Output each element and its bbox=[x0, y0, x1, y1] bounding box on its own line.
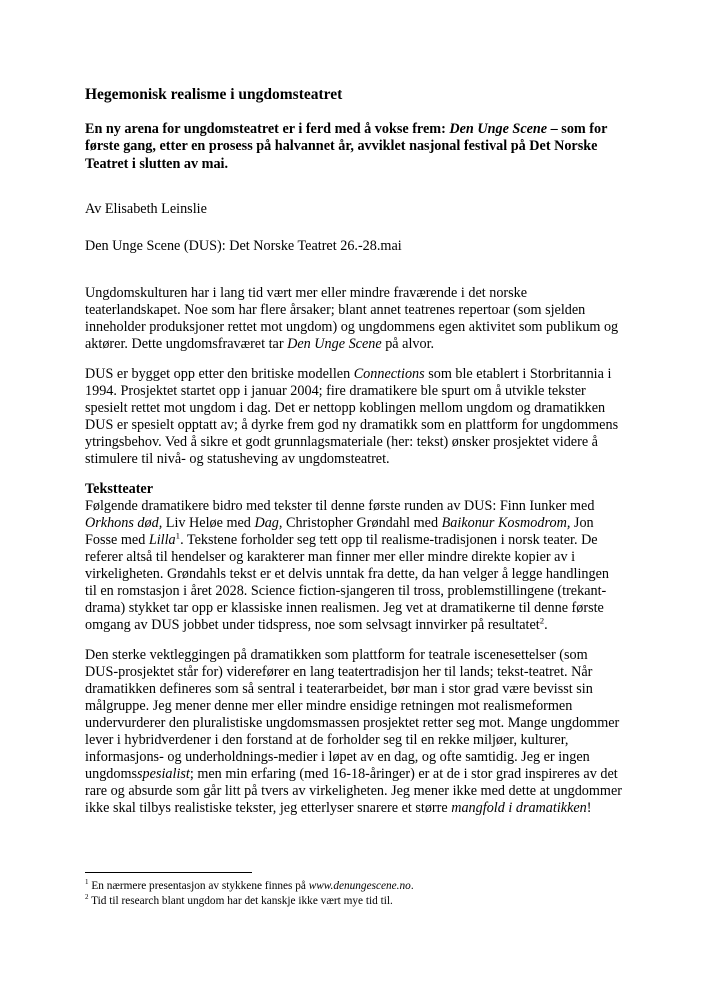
footnote-2: $^2$ Tid til research blant ungdom har det kanskje ikke vært mye tid til. bbox=[85, 892, 393, 907]
article-title: Hegemonisk realisme i ungdomsteatret bbox=[85, 86, 343, 103]
paragraph-intro: Ungdomskulturen har i lang tid vært mer eller mindre fraværende i det norske teaterlandskapet. Noe som har flere årsaker; blant annet teatrenes repertoar (som sjelden inneholder produksjoner rettet mot ungdom) og ungdommens egen aktivitet som publikum og aktører. Dette ungdomsfraværet tar Den Unge Scene på alvor. bbox=[85, 284, 619, 352]
section-heading-tekstteater: Tekstteater bbox=[85, 480, 154, 497]
article-content bbox=[85, 86, 623, 830]
article-byline: Av Elisabeth Leinslie bbox=[85, 200, 207, 217]
paragraph-playwrights: Følgende dramatikere bidro med tekster til denne første runden av DUS: Finn Iunker med Orkhons død, Liv Heløe med Dag, Christopher Grøndahl med Baikonur Kosmodrom, Jon Fosse med Lilla$^1$. Tekstene forholder seg tett opp til realisme-tradisjonen i norsk teater. De referer altså til hendelser og karakterer man finner mer eller mindre direkte kopier av i virkeligheten. Grøndahls tekst er et delvis unntak fra dette, da han velger å legge handlingen til en romstasjon i året 2028. Science fiction-sjangeren til tross, problemstillingene (trekant-drama) stykket tar opp er klassiske innen realismen. Jeg vet at dramatikerne til denne første omgang av DUS jobbet under tidspress, noe som selvsagt innvirker på resultatet$^2$. bbox=[85, 497, 609, 633]
paragraph-text-theatre-critique: Den sterke vektleggingen på dramatikken som plattform for teatrale iscenesettelser (som DUS-prosjektet står for) viderefører en lang teatertradisjon her til lands; tekst-teatret. Når dramatikken defineres som så sentral i teaterarbeidet, bør man i stor grad være bevisst sin målgruppe. Jeg mener denne mer eller mindre ensidige retningen mot realismeformen undervurderer den pluralistiske ungdomsmassen prosjektet retter seg mot. Mange ungdommer lever i hybridverdener i den forstand at de forholder seg til en rekke miljøer, kulturer, informasjons- og underholdnings-medier i løpet av en dag, og ofte samtidig. Jeg er ingen ungdomsspesialist; men min erfaring (med 16-18-åringer) er at de i stor grad inspireres av det rare og absurde som går litt på tvers av virkeligheten. Jeg mener ikke med dette at ungdommer ikke skal tilbys realistiske tekster, jeg etterlyser snarere et større mangfold i dramatikken! bbox=[85, 646, 622, 816]
footnote-divider bbox=[85, 872, 252, 873]
article-event-line: Den Unge Scene (DUS): Det Norske Teatret 26.-28.mai bbox=[85, 237, 402, 254]
article-lead: En ny arena for ungdomsteatret er i ferd med å vokse frem: Den Unge Scene – som for første gang, etter en prosess på halvannet år, avviklet nasjonal festival på Det Norske Teatret i slutten av mai. bbox=[85, 121, 608, 172]
paragraph-dus-background: DUS er bygget opp etter den britiske modellen Connections som ble etablert i Storbritannia i 1994. Prosjektet startet opp i januar 2004; fire dramatikere ble spurt om å utvikle tekster spesielt rettet mot ungdom i dag. Det er nettopp koblingen mellom ungdom og dramatikken DUS er spesielt opptatt av; å dyrke frem god ny dramatikk som en plattform for ungdommens ytringsbehov. Ved å sikre et godt grunnlagsmateriale (her: tekst) ønsker prosjektet videre å stimulere til nivå- og statusheving av ungdomsteatret. bbox=[85, 365, 619, 467]
footnote-1: $^1$ En nærmere presentasjon av stykkene finnes på www.denungescene.no. bbox=[85, 878, 414, 892]
footnotes-section bbox=[85, 872, 623, 908]
